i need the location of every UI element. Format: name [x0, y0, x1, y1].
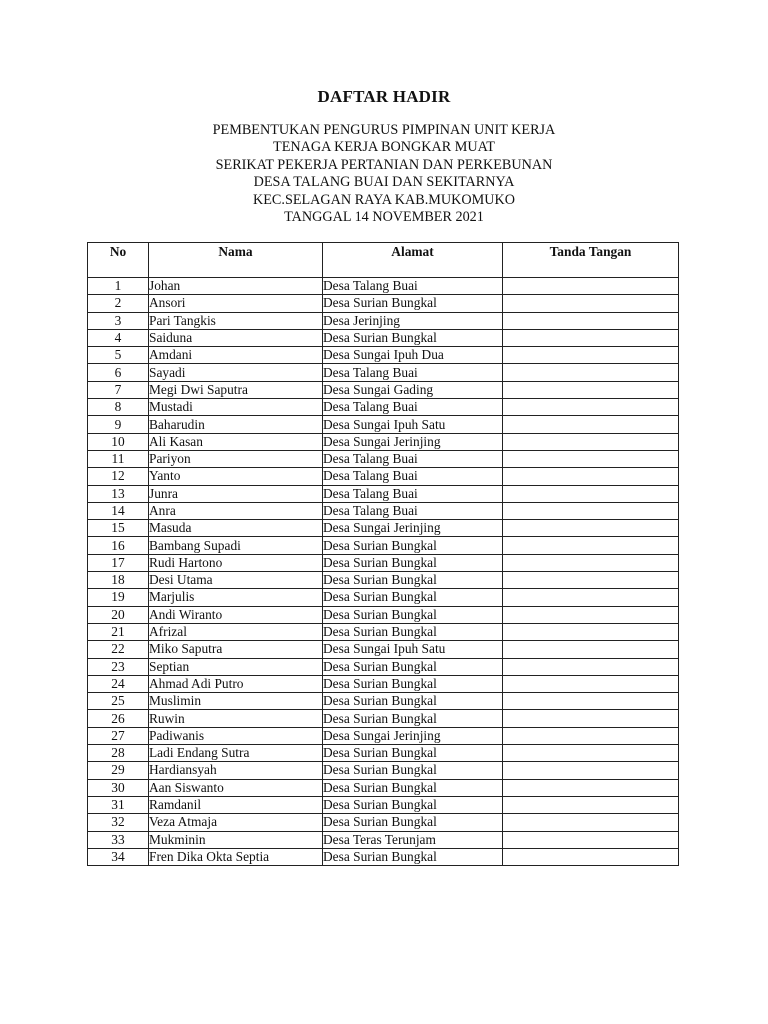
- cell-no: 29: [88, 762, 149, 779]
- cell-nama: Afrizal: [149, 623, 323, 640]
- cell-nama: Bambang Supadi: [149, 537, 323, 554]
- cell-tanda-tangan[interactable]: [503, 675, 679, 692]
- cell-no: 31: [88, 796, 149, 813]
- cell-tanda-tangan[interactable]: [503, 606, 679, 623]
- cell-no: 25: [88, 693, 149, 710]
- cell-no: 3: [88, 312, 149, 329]
- cell-nama: Ramdanil: [149, 796, 323, 813]
- attendance-table: [87, 242, 679, 866]
- subtitle-line: PEMBENTUKAN PENGURUS PIMPINAN UNIT KERJA: [212, 122, 556, 138]
- cell-tanda-tangan[interactable]: [503, 727, 679, 744]
- cell-alamat: Desa Talang Buai: [323, 468, 503, 485]
- cell-tanda-tangan[interactable]: [503, 295, 679, 312]
- cell-no: 9: [88, 416, 149, 433]
- table-row: [88, 329, 679, 346]
- cell-tanda-tangan[interactable]: [503, 485, 679, 502]
- cell-tanda-tangan[interactable]: [503, 641, 679, 658]
- table-row: [88, 710, 679, 727]
- cell-alamat: Desa Surian Bungkal: [323, 796, 503, 813]
- cell-nama: Yanto: [149, 468, 323, 485]
- cell-tanda-tangan[interactable]: [503, 450, 679, 467]
- cell-tanda-tangan[interactable]: [503, 831, 679, 848]
- cell-alamat: Desa Sungai Jerinjing: [323, 433, 503, 450]
- cell-no: 33: [88, 831, 149, 848]
- cell-nama: Sayadi: [149, 364, 323, 381]
- cell-nama: Fren Dika Okta Septia: [149, 848, 323, 865]
- cell-no: 34: [88, 848, 149, 865]
- cell-alamat: Desa Sungai Ipuh Satu: [323, 641, 503, 658]
- table-row: [88, 814, 679, 831]
- cell-no: 18: [88, 572, 149, 589]
- cell-tanda-tangan[interactable]: [503, 329, 679, 346]
- cell-nama: Junra: [149, 485, 323, 502]
- cell-no: 4: [88, 329, 149, 346]
- cell-nama: Baharudin: [149, 416, 323, 433]
- table-row: [88, 347, 679, 364]
- cell-nama: Ali Kasan: [149, 433, 323, 450]
- cell-alamat: Desa Surian Bungkal: [323, 329, 503, 346]
- table-row: [88, 623, 679, 640]
- cell-nama: Ansori: [149, 295, 323, 312]
- table-row: [88, 831, 679, 848]
- table-row: [88, 606, 679, 623]
- cell-no: 24: [88, 675, 149, 692]
- cell-nama: Marjulis: [149, 589, 323, 606]
- table-row: [88, 312, 679, 329]
- table-row: [88, 399, 679, 416]
- cell-no: 20: [88, 606, 149, 623]
- cell-alamat: Desa Surian Bungkal: [323, 693, 503, 710]
- cell-no: 6: [88, 364, 149, 381]
- cell-tanda-tangan[interactable]: [503, 468, 679, 485]
- header-tanda-tangan: Tanda Tangan: [503, 243, 679, 278]
- cell-no: 14: [88, 502, 149, 519]
- cell-no: 17: [88, 554, 149, 571]
- cell-tanda-tangan[interactable]: [503, 416, 679, 433]
- cell-tanda-tangan[interactable]: [503, 364, 679, 381]
- table-row: [88, 295, 679, 312]
- cell-alamat: Desa Surian Bungkal: [323, 658, 503, 675]
- cell-no: 23: [88, 658, 149, 675]
- cell-nama: Mustadi: [149, 399, 323, 416]
- cell-tanda-tangan[interactable]: [503, 762, 679, 779]
- cell-nama: Desi Utama: [149, 572, 323, 589]
- cell-tanda-tangan[interactable]: [503, 399, 679, 416]
- table-row: [88, 485, 679, 502]
- cell-alamat: Desa Talang Buai: [323, 450, 503, 467]
- cell-tanda-tangan[interactable]: [503, 502, 679, 519]
- cell-no: 11: [88, 450, 149, 467]
- cell-no: 15: [88, 520, 149, 537]
- cell-alamat: Desa Jerinjing: [323, 312, 503, 329]
- table-row: [88, 589, 679, 606]
- cell-alamat: Desa Surian Bungkal: [323, 848, 503, 865]
- cell-alamat: Desa Sungai Ipuh Satu: [323, 416, 503, 433]
- cell-nama: Mukminin: [149, 831, 323, 848]
- cell-alamat: Desa Surian Bungkal: [323, 295, 503, 312]
- cell-alamat: Desa Talang Buai: [323, 364, 503, 381]
- header-alamat: Alamat: [323, 243, 503, 278]
- cell-alamat: Desa Sungai Gading: [323, 381, 503, 398]
- subtitle-line: SERIKAT PEKERJA PERTANIAN DAN PERKEBUNAN: [215, 156, 553, 173]
- cell-nama: Pariyon: [149, 450, 323, 467]
- table-row: [88, 796, 679, 813]
- cell-no: 22: [88, 641, 149, 658]
- cell-nama: Andi Wiranto: [149, 606, 323, 623]
- cell-alamat: Desa Surian Bungkal: [323, 589, 503, 606]
- cell-no: 10: [88, 433, 149, 450]
- cell-nama: Hardiansyah: [149, 762, 323, 779]
- cell-nama: Septian: [149, 658, 323, 675]
- cell-tanda-tangan[interactable]: [503, 572, 679, 589]
- cell-tanda-tangan[interactable]: [503, 658, 679, 675]
- cell-tanda-tangan[interactable]: [503, 554, 679, 571]
- cell-alamat: Desa Surian Bungkal: [323, 537, 503, 554]
- cell-no: 21: [88, 623, 149, 640]
- header-no: No: [88, 243, 149, 278]
- table-row: [88, 502, 679, 519]
- table-row: [88, 762, 679, 779]
- cell-no: 32: [88, 814, 149, 831]
- cell-no: 1: [88, 278, 149, 295]
- cell-tanda-tangan[interactable]: [503, 848, 679, 865]
- table-row: [88, 433, 679, 450]
- cell-tanda-tangan[interactable]: [503, 381, 679, 398]
- cell-no: 27: [88, 727, 149, 744]
- cell-tanda-tangan[interactable]: [503, 347, 679, 364]
- document-title: DAFTAR HADIR: [317, 87, 451, 106]
- table-row: [88, 554, 679, 571]
- cell-no: 16: [88, 537, 149, 554]
- cell-alamat: Desa Sungai Ipuh Dua: [323, 347, 503, 364]
- cell-alamat: Desa Sungai Jerinjing: [323, 727, 503, 744]
- cell-no: 8: [88, 399, 149, 416]
- table-row: [88, 658, 679, 675]
- cell-nama: Megi Dwi Saputra: [149, 381, 323, 398]
- cell-no: 2: [88, 295, 149, 312]
- header-nama: Nama: [149, 243, 323, 278]
- cell-alamat: Desa Surian Bungkal: [323, 745, 503, 762]
- cell-nama: Ladi Endang Sutra: [149, 745, 323, 762]
- cell-nama: Padiwanis: [149, 727, 323, 744]
- cell-nama: Ruwin: [149, 710, 323, 727]
- cell-no: 13: [88, 485, 149, 502]
- cell-tanda-tangan[interactable]: [503, 520, 679, 537]
- cell-tanda-tangan[interactable]: [503, 278, 679, 295]
- cell-tanda-tangan[interactable]: [503, 745, 679, 762]
- cell-alamat: Desa Surian Bungkal: [323, 606, 503, 623]
- cell-no: 28: [88, 745, 149, 762]
- cell-nama: Aan Siswanto: [149, 779, 323, 796]
- table-row: [88, 278, 679, 295]
- table-row: [88, 675, 679, 692]
- cell-tanda-tangan[interactable]: [503, 796, 679, 813]
- cell-alamat: Desa Talang Buai: [323, 399, 503, 416]
- cell-nama: Masuda: [149, 520, 323, 537]
- cell-tanda-tangan[interactable]: [503, 814, 679, 831]
- cell-nama: Johan: [149, 278, 323, 295]
- table-row: [88, 537, 679, 554]
- cell-nama: Amdani: [149, 347, 323, 364]
- table-row: [88, 572, 679, 589]
- cell-nama: Anra: [149, 502, 323, 519]
- cell-nama: Saiduna: [149, 329, 323, 346]
- cell-tanda-tangan[interactable]: [503, 433, 679, 450]
- cell-nama: Muslimin: [149, 693, 323, 710]
- subtitle-line: DESA TALANG BUAI DAN SEKITARNYA: [253, 174, 515, 191]
- cell-nama: Veza Atmaja: [149, 814, 323, 831]
- table-row: [88, 381, 679, 398]
- cell-tanda-tangan[interactable]: [503, 693, 679, 710]
- cell-tanda-tangan[interactable]: [503, 623, 679, 640]
- cell-no: 5: [88, 347, 149, 364]
- table-row: [88, 745, 679, 762]
- cell-alamat: Desa Surian Bungkal: [323, 710, 503, 727]
- subtitle-line: TENAGA KERJA BONGKAR MUAT: [273, 139, 495, 156]
- cell-alamat: Desa Teras Terunjam: [323, 831, 503, 848]
- table-header-row: [88, 243, 679, 278]
- subtitle-line: TANGGAL 14 NOVEMBER 2021: [284, 209, 484, 226]
- cell-no: 30: [88, 779, 149, 796]
- cell-alamat: Desa Talang Buai: [323, 502, 503, 519]
- table-body: [88, 278, 679, 866]
- cell-nama: Rudi Hartono: [149, 554, 323, 571]
- table-row: [88, 450, 679, 467]
- cell-no: 19: [88, 589, 149, 606]
- table-row: [88, 848, 679, 865]
- table-row: [88, 364, 679, 381]
- cell-alamat: Desa Talang Buai: [323, 485, 503, 502]
- cell-no: 7: [88, 381, 149, 398]
- table-row: [88, 693, 679, 710]
- table-row: [88, 779, 679, 796]
- table-row: [88, 641, 679, 658]
- subtitle-line: KEC.SELAGAN RAYA KAB.MUKOMUKO: [253, 191, 515, 208]
- cell-alamat: Desa Surian Bungkal: [323, 762, 503, 779]
- cell-tanda-tangan[interactable]: [503, 537, 679, 554]
- cell-alamat: Desa Sungai Jerinjing: [323, 520, 503, 537]
- table-row: [88, 520, 679, 537]
- table-row: [88, 416, 679, 433]
- table-row: [88, 727, 679, 744]
- cell-no: 26: [88, 710, 149, 727]
- cell-nama: Ahmad Adi Putro: [149, 675, 323, 692]
- cell-alamat: Desa Surian Bungkal: [323, 814, 503, 831]
- cell-tanda-tangan[interactable]: [503, 589, 679, 606]
- cell-nama: Pari Tangkis: [149, 312, 323, 329]
- cell-alamat: Desa Surian Bungkal: [323, 675, 503, 692]
- cell-alamat: Desa Talang Buai: [323, 278, 503, 295]
- cell-tanda-tangan[interactable]: [503, 779, 679, 796]
- cell-alamat: Desa Surian Bungkal: [323, 779, 503, 796]
- cell-no: 12: [88, 468, 149, 485]
- cell-alamat: Desa Surian Bungkal: [323, 623, 503, 640]
- cell-alamat: Desa Surian Bungkal: [323, 572, 503, 589]
- cell-tanda-tangan[interactable]: [503, 312, 679, 329]
- document-subtitle: [0, 122, 768, 226]
- cell-alamat: Desa Surian Bungkal: [323, 554, 503, 571]
- cell-nama: Miko Saputra: [149, 641, 323, 658]
- cell-tanda-tangan[interactable]: [503, 710, 679, 727]
- table-row: [88, 468, 679, 485]
